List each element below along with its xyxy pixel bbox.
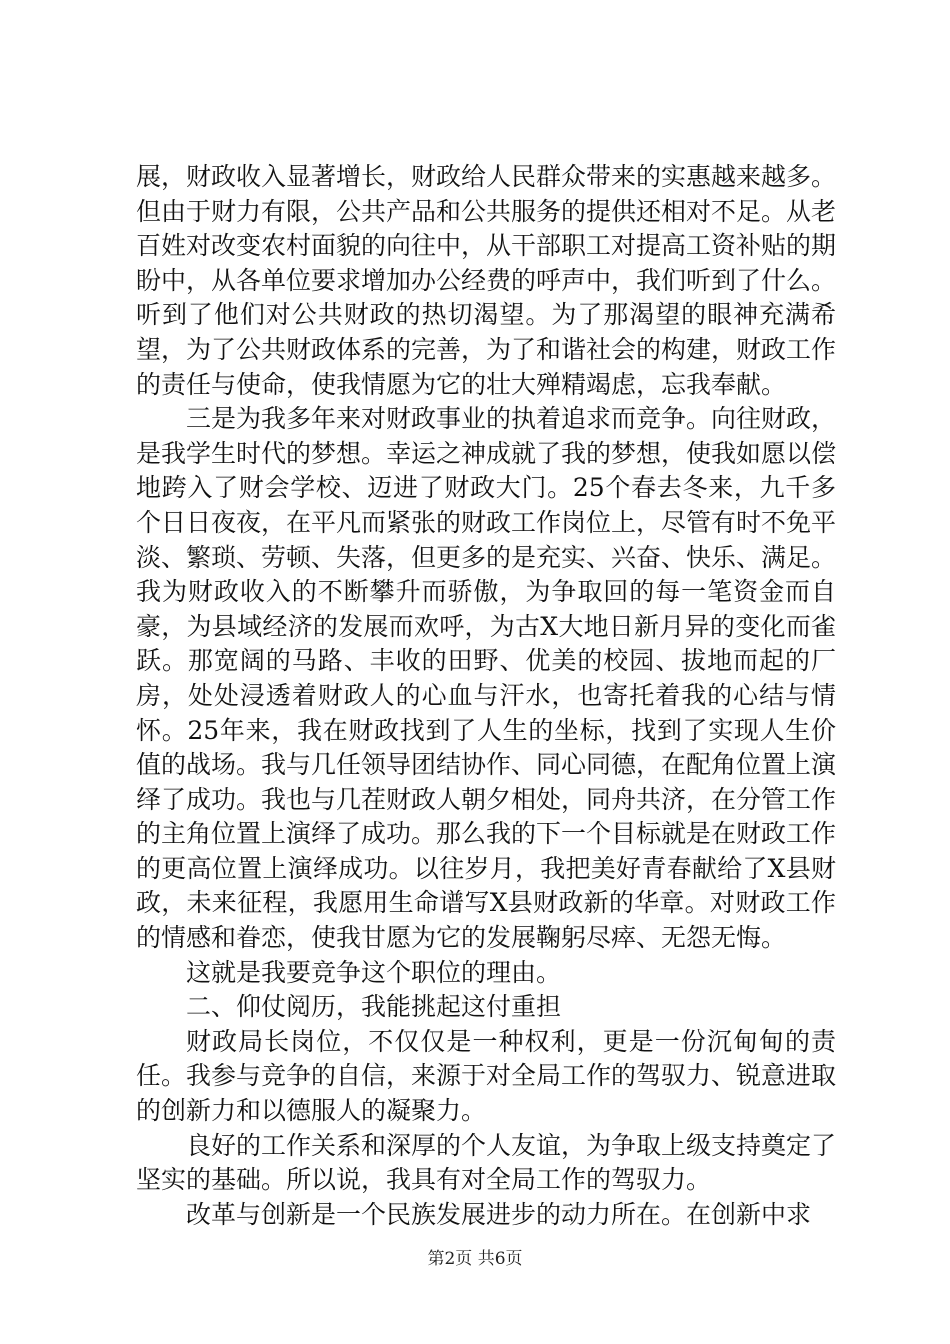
paragraph-relationships: 良好的工作关系和深厚的个人友谊，为争取上级支持奠定了坚实的基础。所以说，我具有对全局工作的驾驭力。 bbox=[136, 1130, 837, 1195]
paragraph-responsibility: 财政局长岗位，不仅仅是一种权利，更是一份沉甸甸的责任。我参与竞争的自信，来源于对全局工作的驾驭力、锐意进取的创新力和以德服人的凝聚力。 bbox=[136, 1026, 837, 1126]
document-body bbox=[136, 160, 836, 1232]
paragraph-innovation: 改革与创新是一个民族发展进步的动力所在。在创新中求 bbox=[186, 1199, 812, 1229]
paragraph-reason-three: 三是为我多年来对财政事业的执着追求而竞争。向往财政，是我学生时代的梦想。幸运之神成就了我的梦想，使我如愿以偿地跨入了财会学校、迈进了财政大门。25个春去冬来，九千多个日日夜夜，在平凡而紧张的财政工作岗位上，尽管有时不免平淡、繁琐、劳顿、失落，但更多的是充实、兴奋、快乐、满足。我为财政收入的不断攀升而骄傲，为争取回的每一笔资金而自豪，为县域经济的发展而欢呼，为古X大地日新月异的变化而雀跃。那宽阔的马路、丰收的田野、优美的校园、拔地而起的厂房，处处浸透着财政人的心血与汗水，也寄托着我的心结与情怀。25年来，我在财政找到了人生的坐标，找到了实现人生价值的战场。我与几任领导团结协作、同心同德，在配角位置上演绎了成功。我也与几茬财政人朝夕相处，同舟共济，在分管工作的主角位置上演绎了成功。那么我的下一个目标就是在财政工作的更高位置上演绎成功。以往岁月，我把美好青春献给了X县财政，未来征程，我愿用生命谱写X县财政新的华章。对财政工作的情感和眷恋，使我甘愿为它的发展鞠躬尽瘁、无怨无悔。 bbox=[136, 404, 837, 953]
page-number-footer: 第2页 共6页 bbox=[427, 1249, 523, 1269]
paragraph-summary: 这就是我要竞争这个职位的理由。 bbox=[186, 957, 562, 987]
paragraph-continuation: 展，财政收入显著增长，财政给人民群众带来的实惠越来越多。但由于财力有限，公共产品和公共服务的提供还相对不足。从老百姓对改变农村面貌的向往中，从干部职工对提高工资补贴的期盼中，从各单位要求增加办公经费的呼声中，我们听到了什么。听到了他们对公共财政的热切渴望。为了那渴望的眼神充满希望，为了公共财政体系的完善，为了和谐社会的构建，财政工作的责任与使命，使我情愿为它的壮大殚精竭虑，忘我奉献。 bbox=[136, 162, 837, 399]
section-heading: 二、仰仗阅历，我能挑起这付重担 bbox=[186, 992, 562, 1022]
